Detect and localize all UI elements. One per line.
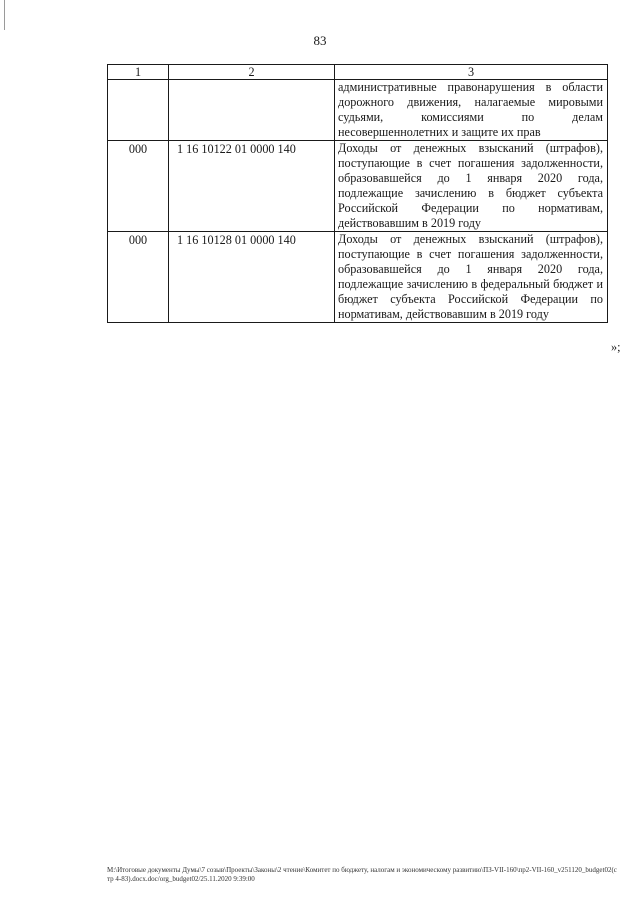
column-header-2: 2	[169, 65, 335, 80]
scan-edge-mark	[4, 0, 5, 30]
description-cell: Доходы от денежных взысканий (штрафов), поступающие в счет погашения задолженности, образовавшейся до 1 января 2020 года, подлежащие зачислению в бюджет субъекта Российской Федерации по нормативам, действовавшим в 2019 году	[335, 141, 608, 232]
table-row	[108, 141, 608, 232]
admin-code-cell: 000	[108, 141, 169, 232]
column-header-3: 3	[335, 65, 608, 80]
page-number: 83	[313, 33, 327, 48]
budget-code-cell	[169, 80, 335, 141]
column-header-1: 1	[108, 65, 169, 80]
admin-code-cell: 000	[108, 232, 169, 323]
admin-code-cell	[108, 80, 169, 141]
revenue-codes-table	[107, 64, 608, 323]
table-row	[108, 232, 608, 323]
footer-file-path: М:\Итоговые документы Думы\7 созыв\Проекты\Законы\2 чтение\Комитет по бюджету, налогам и экономическому развитию\ПЗ-VII-160\пр2-VII-160_v251120_budget02(стр 4-83).docx.doc/org_budget02/25.11.2020 9:39:00	[107, 866, 617, 883]
budget-code-cell: 1 16 10122 01 0000 140	[169, 141, 335, 232]
description-cell: Доходы от денежных взысканий (штрафов), поступающие в счет погашения задолженности, образовавшейся до 1 января 2020 года, подлежащие зачислению в федеральный бюджет и бюджет субъекта Российской Федерации по нормативам, действовавшим в 2019 году	[335, 232, 608, 323]
budget-code-cell: 1 16 10128 01 0000 140	[169, 232, 335, 323]
description-cell: административные правонарушения в области дорожного движения, налагаемые мировыми судьями, комиссиями по делам несовершеннолетних и защите их прав	[335, 80, 608, 141]
table-row	[108, 80, 608, 141]
table-header-row	[108, 65, 608, 80]
closing-quote: »;	[611, 340, 621, 354]
